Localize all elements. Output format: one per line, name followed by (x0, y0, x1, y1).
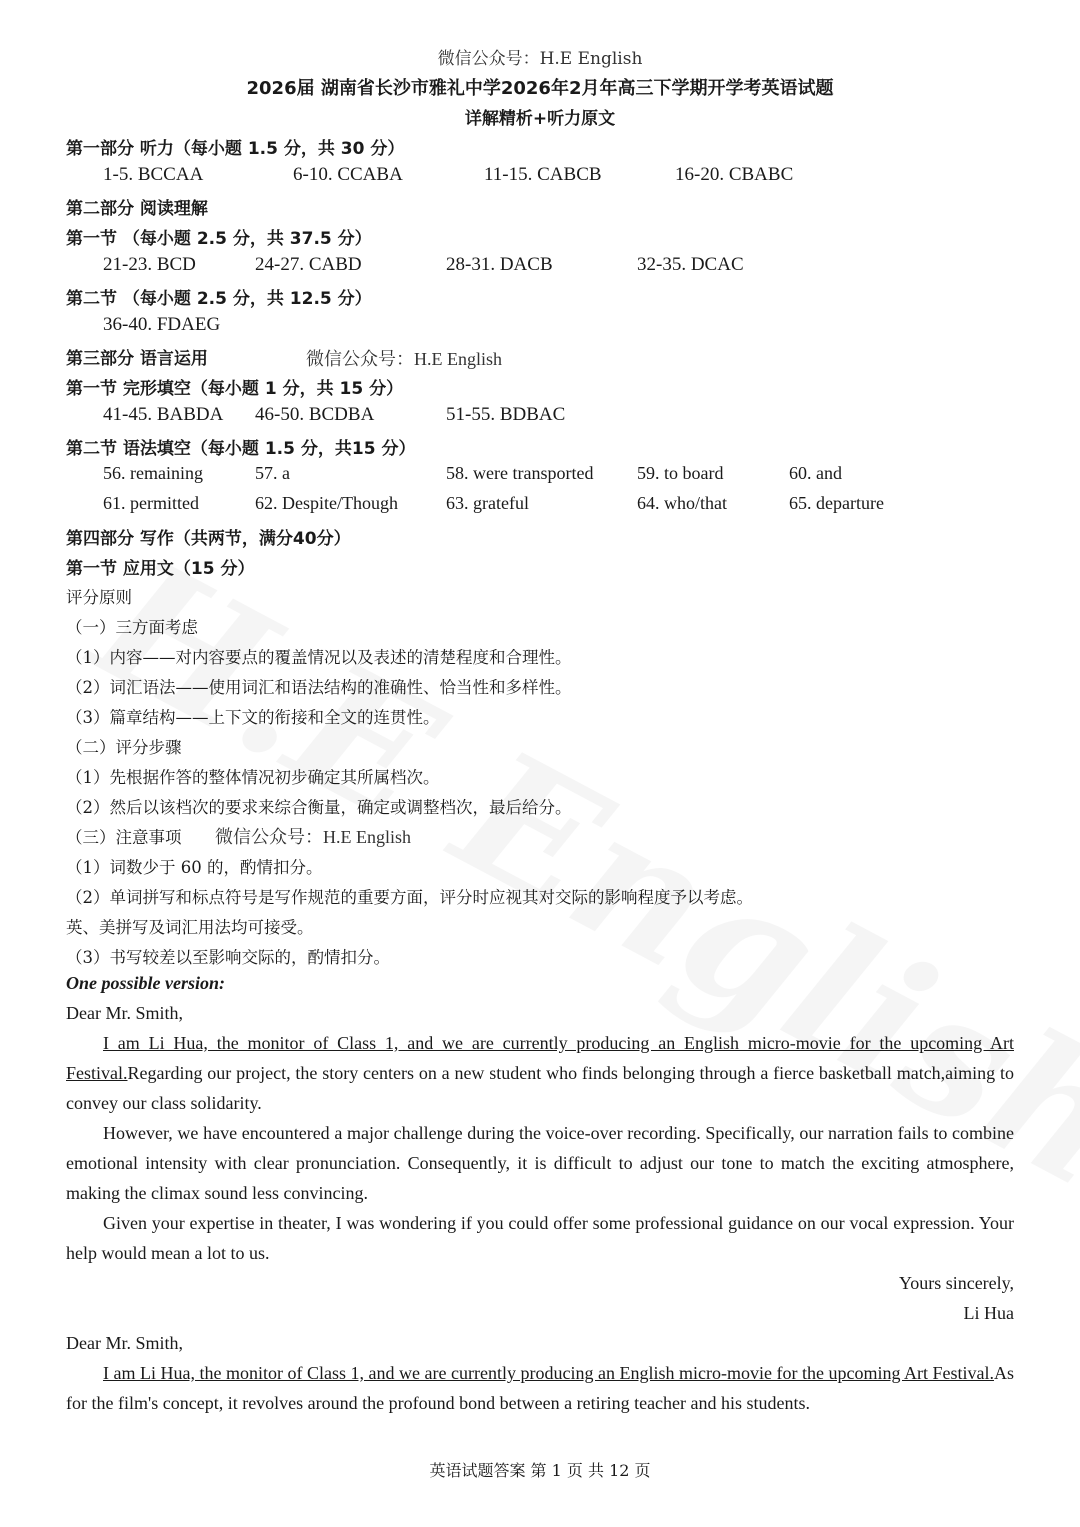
part2-section2-heading: 第二节 （每小题 2.5 分，共 12.5 分） (66, 289, 372, 309)
rubric-item: （2）然后以该档次的要求来综合衡量，确定或调整档次，最后给分。 (66, 798, 572, 817)
part3-heading: 第三部分 语言运用 (66, 349, 208, 369)
letter-signature: Li Hua (963, 1303, 1014, 1323)
document-subtitle: 详解精析+听力原文 (464, 109, 616, 129)
part1-heading: 第一部分 听力（每小题 1.5 分，共 30 分） (66, 139, 405, 159)
answer-group: 51-55. BDBAC (446, 404, 566, 425)
rubric-item: （1）词数少于 60 的，酌情扣分。 (66, 858, 323, 877)
rubric-item: （1）内容——对内容要点的覆盖情况以及表述的清楚程度和合理性。 (66, 648, 572, 667)
letter-greeting: Dear Mr. Smith, (66, 1333, 183, 1353)
rubric-title: 评分原则 (66, 588, 132, 607)
grammar-answer: 60. and (789, 463, 842, 483)
header-watermark: 微信公众号：H.E English (437, 49, 643, 69)
rubric-subheading: （二）评分步骤 (66, 738, 182, 757)
grammar-answer: 65. departure (789, 493, 884, 513)
answer-group: 46-50. BCDBA (255, 404, 375, 425)
grammar-answer: 56. remaining (103, 463, 203, 483)
rubric-item: （2）词汇语法——使用词汇和语法结构的准确性、恰当性和多样性。 (66, 678, 572, 697)
answer-group: 32-35. DCAC (637, 254, 744, 275)
grammar-answer: 57. a (255, 463, 290, 483)
letter-paragraph (66, 1028, 1014, 1118)
letter-paragraph (66, 1358, 1014, 1418)
part2-heading: 第二部分 阅读理解 (66, 199, 208, 219)
underlined-sentence: I am Li Hua, the monitor of Class 1, and we are currently producing an English micro-movie for the upcoming Art Festival. (66, 1033, 1014, 1083)
part3-section1-heading: 第一节 完形填空（每小题 1 分，共 15 分） (66, 379, 404, 399)
grammar-answer: 59. to board (637, 463, 724, 483)
part3-section2-heading: 第二节 语法填空（每小题 1.5 分，共15 分） (66, 439, 416, 459)
rubric-item: 英、美拼写及词汇用法均可接受。 (66, 918, 314, 937)
grammar-answer: 64. who/that (637, 493, 727, 513)
rubric-subheading: （一）三方面考虑 (66, 618, 198, 637)
inline-watermark: 微信公众号：H.E English (306, 349, 502, 369)
inline-watermark: 微信公众号：H.E English (215, 827, 411, 847)
part2-section1-heading: 第一节 （每小题 2.5 分，共 37.5 分） (66, 229, 372, 249)
underlined-sentence: I am Li Hua, the monitor of Class 1, and we are currently producing an English micro-movie for the upcoming Art Festival. (103, 1363, 994, 1383)
rubric-item: （1）先根据作答的整体情况初步确定其所属档次。 (66, 768, 440, 787)
part4-section1-heading: 第一节 应用文（15 分） (66, 559, 255, 579)
paragraph-text: Regarding our project, the story centers on a new student who finds belonging through a fierce basketball match,aiming to convey our class solidarity. (66, 1063, 1014, 1113)
grammar-answer: 63. grateful (446, 493, 529, 513)
answer-group: 28-31. DACB (446, 254, 553, 275)
grammar-answer: 62. Despite/Though (255, 493, 398, 513)
rubric-item: （2）单词拼写和标点符号是写作规范的重要方面，评分时应视其对交际的影响程度予以考虑。 (66, 888, 753, 907)
sample-heading: One possible version: (66, 973, 225, 993)
document-title: 2026届 湖南省长沙市雅礼中学2026年2月年高三下学期开学考英语试题 (246, 78, 834, 99)
letter-greeting: Dear Mr. Smith, (66, 1003, 183, 1023)
answer-group: 11-15. CABCB (484, 164, 602, 185)
grammar-answer: 58. were transported (446, 463, 594, 483)
answer-group: 41-45. BABDA (103, 404, 224, 425)
answer-group: 1-5. BCCAA (103, 164, 204, 185)
rubric-item: （3）书写较差以至影响交际的，酌情扣分。 (66, 948, 390, 967)
answer-group: 6-10. CCABA (293, 164, 403, 185)
letter-closing: Yours sincerely, (899, 1273, 1014, 1293)
letter-paragraph: Given your expertise in theater, I was wondering if you could offer some professional guidance on our vocal expression. Your help would mean a lot to us. (66, 1213, 1014, 1263)
grammar-answer: 61. permitted (103, 493, 199, 513)
page-footer: 英语试题答案 第 1 页 共 12 页 (429, 1461, 651, 1480)
answer-group: 16-20. CBABC (675, 164, 794, 185)
rubric-item: （3）篇章结构——上下文的衔接和全文的连贯性。 (66, 708, 440, 727)
answer-group: 24-27. CABD (255, 254, 362, 275)
paragraph-text: As for the film's concept, it revolves around the profound bond between a retiring teacher and his students. (66, 1363, 1014, 1413)
part4-heading: 第四部分 写作（共两节，满分40分） (66, 529, 351, 549)
answer-group: 21-23. BCD (103, 254, 196, 275)
letter-paragraph: However, we have encountered a major challenge during the voice-over recording. Specifically, our narration fails to combine emotional intensity with clear pronunciation. Consequently, it is difficult to adjust our tone to match the exciting atmosphere, making the climax sound less convincing. (66, 1123, 1014, 1203)
rubric-subheading: （三）注意事项 (66, 828, 182, 847)
answer-group: 36-40. FDAEG (103, 314, 221, 335)
